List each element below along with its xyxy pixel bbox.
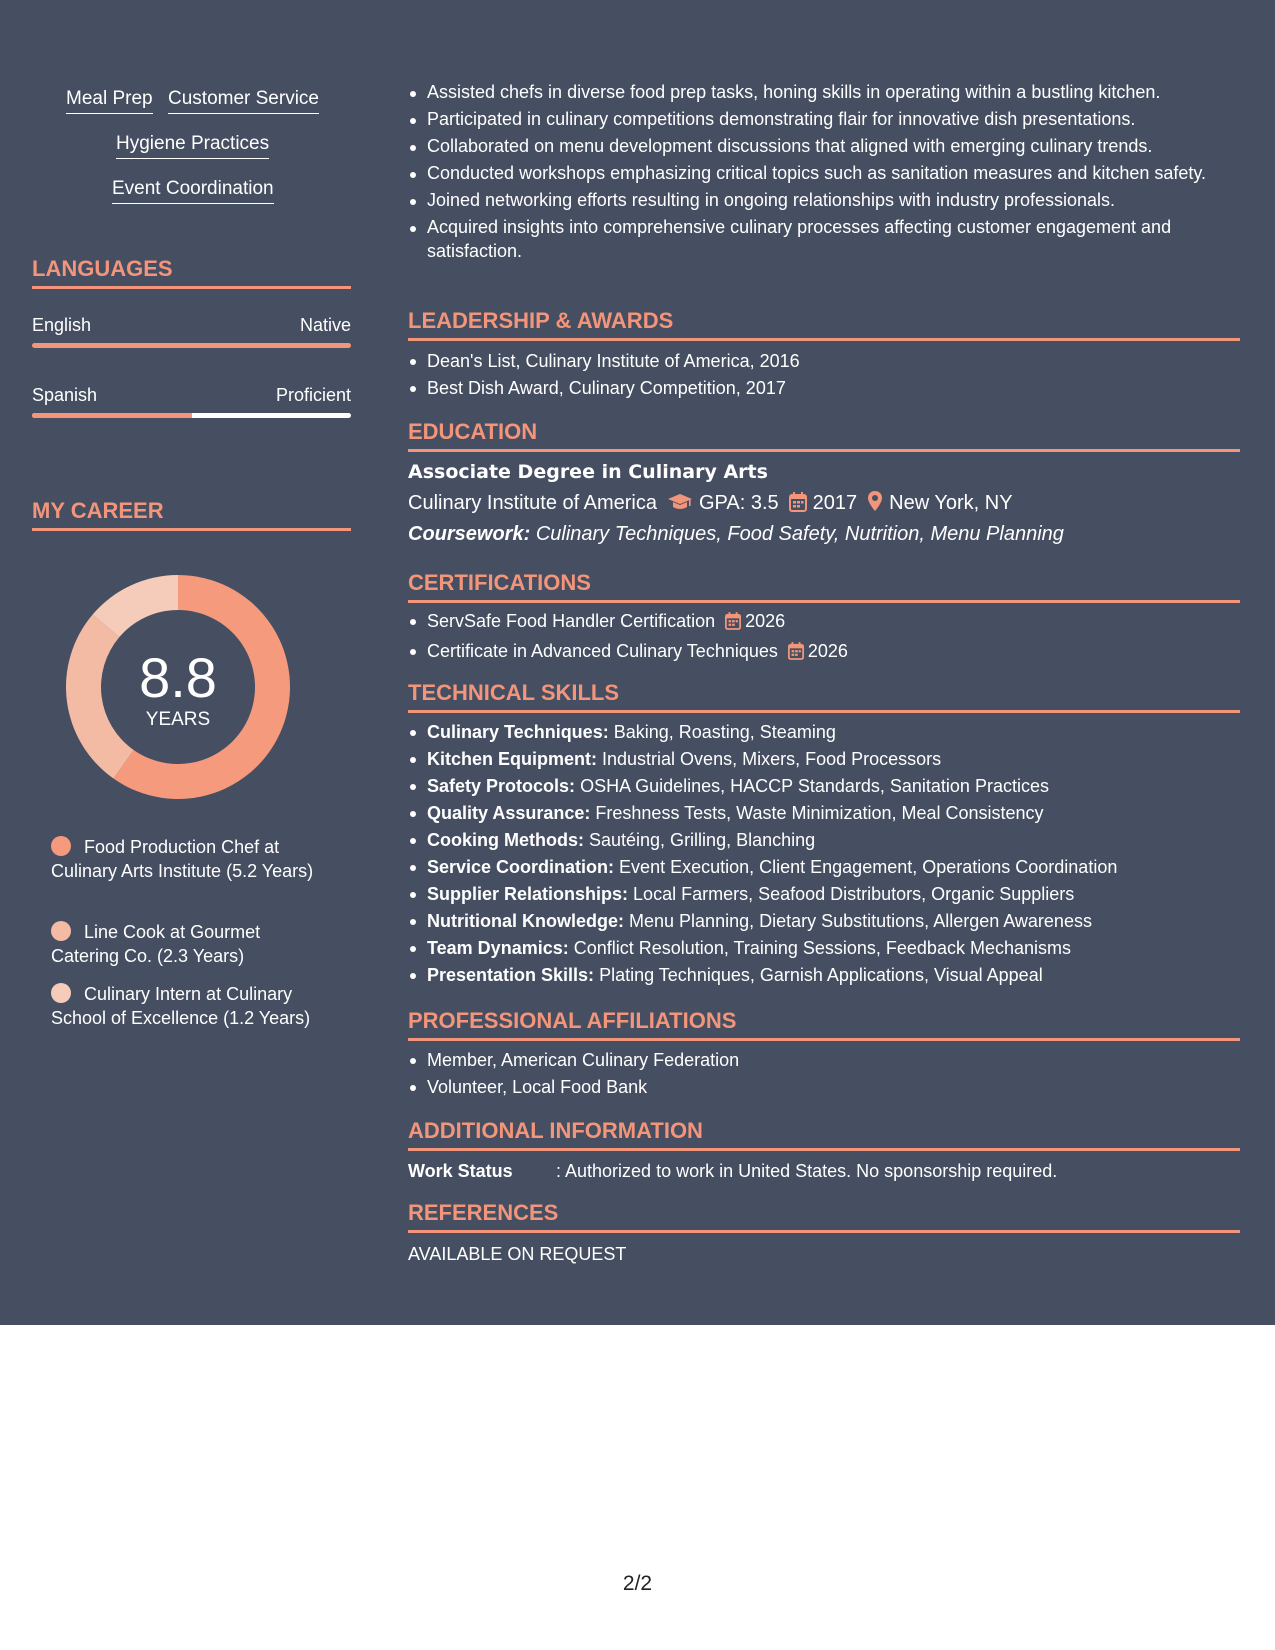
- career-total-value: 8.8: [139, 646, 217, 709]
- certification-year: 2026: [745, 611, 786, 631]
- affiliations-heading: PROFESSIONAL AFFILIATIONS: [408, 1008, 1240, 1041]
- additional-info-heading: ADDITIONAL INFORMATION: [408, 1118, 1240, 1151]
- list-item: Joined networking efforts resulting in ongoing relationships with industry professionals.: [408, 188, 1240, 212]
- calendar-icon: [725, 611, 741, 638]
- skill-tag: Event Coordination: [112, 178, 274, 204]
- language-bar-fill: [32, 413, 192, 418]
- calendar-icon: [789, 492, 807, 518]
- career-total-unit: YEARS: [145, 709, 211, 730]
- references-text: AVAILABLE ON REQUEST: [408, 1244, 627, 1264]
- certification-name: Certificate in Advanced Culinary Techniques: [427, 641, 778, 661]
- skill-value: Baking, Roasting, Steaming: [613, 722, 836, 742]
- language-bar-fill: [32, 343, 351, 348]
- legend-dot: [51, 836, 71, 856]
- skill-label: Safety Protocols:: [427, 776, 576, 796]
- work-status-value: : Authorized to work in United States. No sponsorship required.: [556, 1161, 1058, 1181]
- skill-label: Cooking Methods:: [427, 830, 584, 850]
- skill-label: Presentation Skills:: [427, 965, 595, 985]
- skill-value: Menu Planning, Dietary Substitutions, Allergen Awareness: [629, 911, 1092, 931]
- page-number: 2/2: [622, 1572, 653, 1595]
- legend-dot: [51, 921, 71, 941]
- list-item: [408, 827, 1240, 854]
- skill-label: Culinary Techniques:: [427, 722, 609, 742]
- skill-value: Freshness Tests, Waste Minimization, Meal Consistency: [595, 803, 1044, 823]
- skill-label: Kitchen Equipment:: [427, 749, 597, 769]
- list-item: [408, 881, 1240, 908]
- education-heading: EDUCATION: [408, 419, 1240, 452]
- leadership-heading: LEADERSHIP & AWARDS: [408, 308, 1240, 341]
- certification-year: 2026: [807, 641, 848, 661]
- school-name: Culinary Institute of America: [408, 492, 657, 514]
- skill-value: Sautéing, Grilling, Blanching: [589, 830, 816, 850]
- list-item: [408, 638, 1240, 668]
- list-item: [408, 608, 1240, 638]
- certification-name: ServSafe Food Handler Certification: [427, 611, 716, 631]
- skill-label: Nutritional Knowledge:: [427, 911, 624, 931]
- career-item: [51, 982, 331, 1030]
- leadership-list: [408, 348, 1240, 402]
- references-heading: REFERENCES: [408, 1200, 1240, 1233]
- list-item: Member, American Culinary Federation: [408, 1047, 1240, 1074]
- skill-label: Service Coordination:: [427, 857, 615, 877]
- skill-label: Quality Assurance:: [427, 803, 591, 823]
- list-item: [408, 935, 1240, 962]
- list-item: Conducted workshops emphasizing critical topics such as sanitation measures and kitchen safety.: [408, 161, 1240, 185]
- career-item-text: Culinary Intern at Culinary School of Excellence (1.2 Years): [51, 984, 311, 1028]
- language-bar: [32, 413, 351, 418]
- language-bar: [32, 343, 351, 348]
- certifications-list: [408, 608, 1240, 668]
- career-item: [51, 835, 331, 883]
- language-level: Proficient: [275, 385, 351, 405]
- graduation-cap-icon: [667, 492, 693, 518]
- list-item: Collaborated on menu development discussions that aligned with emerging culinary trends.: [408, 134, 1240, 158]
- affiliations-list: [408, 1047, 1240, 1101]
- work-status: [408, 1160, 1057, 1182]
- skill-value: Event Execution, Client Engagement, Operations Coordination: [619, 857, 1118, 877]
- graduation-year: 2017: [812, 492, 858, 514]
- languages-heading: LANGUAGES: [32, 256, 351, 289]
- career-item-text: Food Production Chef at Culinary Arts Institute (5.2 Years): [51, 837, 314, 881]
- coursework-text: Culinary Techniques, Food Safety, Nutrition, Menu Planning: [535, 523, 1064, 545]
- skill-label: Supplier Relationships:: [427, 884, 629, 904]
- skill-value: Plating Techniques, Garnish Applications, Visual Appeal: [599, 965, 1043, 985]
- list-item: [408, 962, 1240, 989]
- gpa: GPA: 3.5: [699, 492, 779, 514]
- list-item: [408, 719, 1240, 746]
- legend-dot: [51, 983, 71, 1003]
- education-details: [408, 490, 1013, 518]
- list-item: [408, 800, 1240, 827]
- experience-bullets: [408, 80, 1240, 266]
- career-heading: MY CAREER: [32, 498, 351, 531]
- language-name: English: [32, 315, 92, 335]
- map-pin-icon: [867, 490, 883, 518]
- skill-tag: Meal Prep: [66, 88, 153, 114]
- calendar-icon: [788, 641, 804, 668]
- list-item: Volunteer, Local Food Bank: [408, 1074, 1240, 1101]
- list-item: Acquired insights into comprehensive culinary processes affecting customer engagement and satisfaction.: [408, 215, 1240, 263]
- skill-value: Conflict Resolution, Training Sessions, Feedback Mechanisms: [573, 938, 1071, 958]
- language-name: Spanish: [32, 385, 98, 405]
- degree-title: Associate Degree in Culinary Arts: [408, 461, 768, 483]
- certifications-heading: CERTIFICATIONS: [408, 570, 1240, 603]
- career-item-text: Line Cook at Gourmet Catering Co. (2.3 Years): [51, 922, 261, 966]
- language-row: [32, 384, 351, 406]
- list-item: [408, 746, 1240, 773]
- technical-skills-heading: TECHNICAL SKILLS: [408, 680, 1240, 713]
- language-level: Native: [299, 315, 351, 335]
- list-item: [408, 908, 1240, 935]
- list-item: Dean's List, Culinary Institute of America, 2016: [408, 348, 1240, 375]
- language-row: [32, 314, 351, 336]
- skill-value: OSHA Guidelines, HACCP Standards, Sanitation Practices: [580, 776, 1049, 796]
- list-item: Participated in culinary competitions demonstrating flair for innovative dish presentations.: [408, 107, 1240, 131]
- list-item: [408, 773, 1240, 800]
- skill-tag: Customer Service: [168, 88, 319, 114]
- list-item: Best Dish Award, Culinary Competition, 2017: [408, 375, 1240, 402]
- skill-tag: Hygiene Practices: [116, 133, 269, 159]
- list-item: [408, 854, 1240, 881]
- skill-value: Local Farmers, Seafood Distributors, Organic Suppliers: [633, 884, 1075, 904]
- skill-label: Team Dynamics:: [427, 938, 569, 958]
- work-status-label: Work Status: [408, 1161, 513, 1181]
- career-item: [51, 920, 331, 968]
- technical-skills-list: [408, 719, 1240, 989]
- school-location: New York, NY: [889, 492, 1013, 514]
- skill-value: Industrial Ovens, Mixers, Food Processors: [602, 749, 942, 769]
- coursework: [408, 522, 1064, 546]
- coursework-label: Coursework:: [408, 523, 531, 545]
- list-item: Assisted chefs in diverse food prep tasks, honing skills in operating within a bustling kitchen.: [408, 80, 1240, 104]
